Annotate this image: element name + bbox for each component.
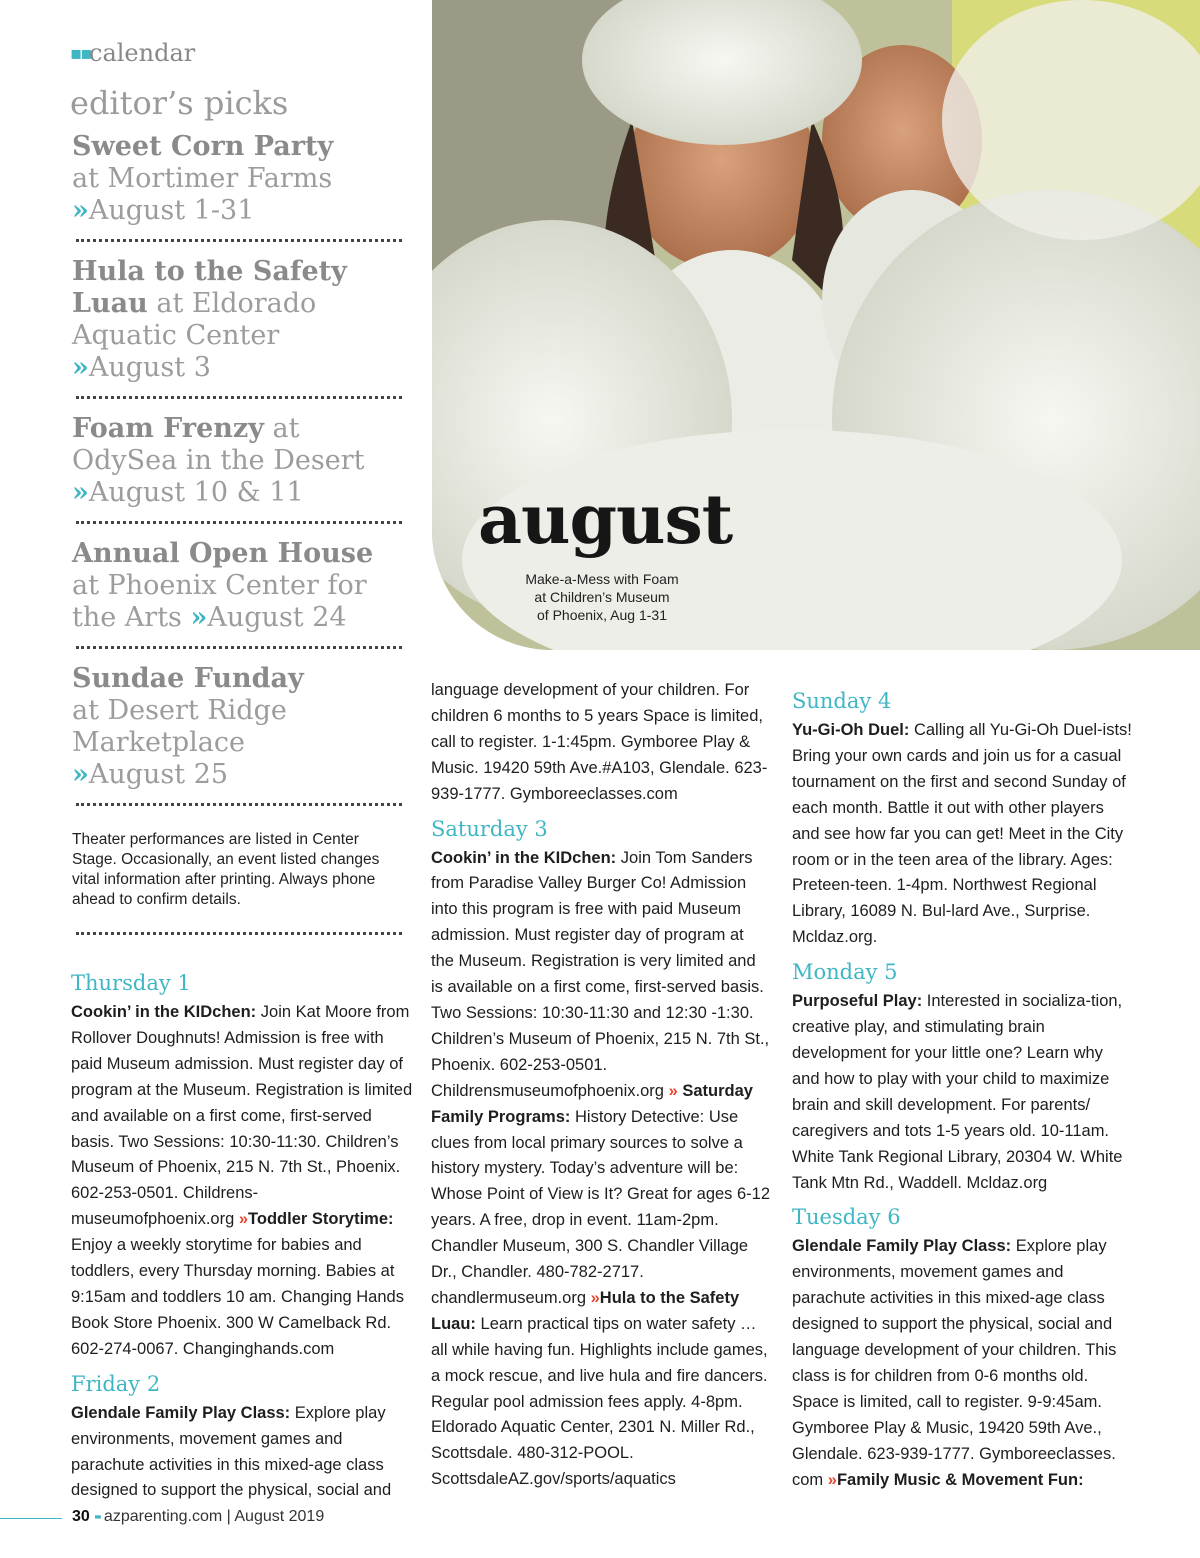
listings-column-1 <box>71 962 413 1504</box>
event-title: Cookin’ in the KIDchen: <box>71 1003 257 1021</box>
pick-venue: at Phoenix Center for the Arts <box>72 570 367 633</box>
day-heading: Tuesday 6 <box>792 1205 901 1230</box>
event-entry <box>792 989 1132 1196</box>
pick-item: Foam Frenzy at OdySea in the Desert »August 10 & 11 <box>72 413 365 508</box>
event-entry <box>71 1401 413 1505</box>
event-entry <box>71 1000 413 1363</box>
chevron-right-icon: » <box>72 195 89 226</box>
event-details: History Detective: Use clues from local primary sources to solve a history mystery. Today’s adventure will be: Whose Point of View is It? Great for ages 6-12 years. A free, drop in event. 11am-2pm. Chandler Museum, 300 S. Chandler Village Dr., Chandler. 480-782-2717. chandlermuseum.org <box>431 1107 771 1307</box>
event-details: Enjoy a weekly storytime for babies and toddlers, every Thursday morning. Babies at 9:15am and toddlers 10 am. Changing Hands Book Store Phoenix. 300 W Camelback Rd. 602-274-0067. Changinghands.com <box>71 1236 404 1358</box>
chevron-right-icon: » <box>72 477 89 508</box>
day-heading: Saturday 3 <box>431 816 548 841</box>
day-heading: Monday 5 <box>792 960 898 985</box>
event-details: Explore play environments, movement games and parachute activities in this mixed-age class designed to support the physical, social and language development of your children. This class is for children from 0-6 months old. Space is limited, call to register. 9-9:45am. Gymboree Play & Music, 19420 59th Ave., Glendale. 623-939-1777. Gymboreeclasses. com <box>792 1237 1117 1489</box>
grid-icon: ▪▪ <box>94 1509 100 1524</box>
pick-venue: OdySea in the Desert <box>72 445 365 476</box>
chevron-right-icon: » <box>238 1210 249 1229</box>
event-entry <box>792 1234 1132 1493</box>
footer-rule <box>0 1518 62 1519</box>
day-heading: Sunday 4 <box>792 689 892 713</box>
event-entry <box>431 846 771 1494</box>
chevron-right-icon: » <box>190 602 208 633</box>
event-title: Purposeful Play: <box>792 992 923 1011</box>
pick-venue: at Eldorado Aquatic Center <box>72 288 317 351</box>
listings-column-3 <box>792 680 1132 1493</box>
section-label: ▪▪calendar <box>70 36 405 71</box>
event-details: Explore play environments, movement games and parachute activities in this mixed-age class designed to support the physical, social and <box>71 1403 392 1500</box>
page-footer <box>0 1506 600 1532</box>
photo-caption: Make-a-Mess with Foam at Children’s Museum of Phoenix, Aug 1-31 <box>525 571 679 623</box>
footer-text <box>72 1508 324 1526</box>
pick-date: August 1-31 <box>88 195 255 226</box>
pick-date: August 25 <box>88 759 229 790</box>
pick-item <box>70 524 405 646</box>
editors-picks-sidebar <box>70 36 405 935</box>
chevron-right-icon: » <box>827 1470 837 1489</box>
event-details: Calling all Yu-Gi-Oh Duel-ists! Bring your own cards and join us for a casual tournament on the first and second Sunday of each month. Battle it out with other players and see how far you can get! Meet in the City room or in the teen area of the library. Ages: Preteen-teen. 1-4pm. Northwest Regional Library, 16089 N. Bul-lard Ave., Surprise. Mcldaz.org. <box>792 721 1132 947</box>
event-title: Yu-Gi-Oh Duel: <box>792 721 910 739</box>
event-details: Join Kat Moore from Rollover Doughnuts! Admission is free with paid Museum admission. Must register day of program at the Museum. Registration is limited and available on a first come, first-served basis. Two Sessions: 10:30-11:30. Children’s Museum of Phoenix, 215 N. 7th St., Phoenix. 602-253-0501. Childrens-museumofphoenix.org <box>71 1003 413 1229</box>
pick-item <box>70 123 405 239</box>
event-title: Family Music & Movement Fun: <box>836 1470 1084 1489</box>
grid-icon: ▪▪ <box>70 43 91 64</box>
pick-title: Sweet Corn Party <box>72 131 334 162</box>
chevron-right-icon: » <box>72 352 89 383</box>
event-entry <box>792 718 1132 951</box>
pick-date: August 3 <box>88 352 211 383</box>
event-title: Toddler Storytime: <box>248 1210 394 1229</box>
pick-item: Hula to the Safety Luau at Eldorado Aquatic Center »August 3 <box>72 256 347 383</box>
event-title: Saturday Family Programs: <box>431 1081 753 1126</box>
chevron-right-icon: » <box>72 759 89 790</box>
pick-venue: at Mortimer Farms <box>72 163 333 194</box>
pick-item <box>70 649 405 803</box>
pick-title: Foam Frenzy <box>72 413 264 444</box>
disclaimer-note: Theater performances are listed in Center Stage. Occasionally, an event listed changes vital information after printing. Always phone ahead to confirm details. <box>72 831 380 908</box>
event-details: Learn practical tips on water safety … all while having fun. Highlights include games, a mock rescue, and live hula and fire dancers. Regular pool admission fees apply. 4-8pm. Eldorado Aquatic Center, 2301 N. Miller Rd., Scottsdale. 480-312-POOL. ScottsdaleAZ.gov/sports/aquatics <box>431 1314 768 1489</box>
event-continuation: language development of your children. For children 6 months to 5 years Space is limited, call to register. 1-1:45pm. Gymboree Play & Music. 19420 59th Ave.#A103, Glendale. 623-939-1777. Gymboreeclasses.com <box>431 681 768 803</box>
chevron-right-icon: » <box>590 1288 600 1307</box>
event-title: Cookin’ in the KIDchen: <box>431 848 617 867</box>
day-heading: Thursday 1 <box>71 971 191 995</box>
pick-title: Sundae Funday <box>72 663 304 694</box>
pick-venue: at Desert Ridge Marketplace <box>72 695 287 758</box>
pick-title: Annual Open House <box>72 538 374 569</box>
day-heading: Friday 2 <box>71 1371 161 1396</box>
editors-picks-heading: editor’s picks <box>70 84 289 122</box>
event-details: Join Tom Sanders from Paradise Valley Burger Co! Admission into this program is free with paid Museum admission. Must register day of program at the Museum. Registration is very limited and is available on a first come, first-served basis. Two Sessions: 10:30-11:30 and 12:30 -1:30. Children’s Museum of Phoenix, 215 N. 7th St., Phoenix. 602-253-0501. Childrensmuseumofphoenix.org <box>431 848 770 1100</box>
pick-date: August 10 & 11 <box>88 477 304 508</box>
event-details: Interested in socializa-tion, creative play, and stimulating brain development for your little one? Learn why and how to play with your child to maximize brain and skill development. For parents/ caregivers and tots 1-5 years old. 10-11am. White Tank Regional Library, 20304 W. White Tank Mtn Rd., Waddell. Mcldaz.org <box>792 992 1123 1192</box>
divider <box>76 932 402 935</box>
footer-site: azparenting.com | August 2019 <box>103 1508 325 1525</box>
page-number: 30 <box>72 1508 90 1525</box>
pick-date: August 24 <box>207 602 347 633</box>
event-title: Glendale Family Play Class: <box>792 1237 1012 1256</box>
event-title: Hula to the Safety Luau: <box>431 1288 740 1333</box>
chevron-right-icon: » <box>668 1081 678 1100</box>
listings-column-2 <box>431 678 771 1493</box>
month-title: august <box>478 480 733 560</box>
event-title: Glendale Family Play Class: <box>71 1403 291 1422</box>
divider <box>76 803 402 806</box>
